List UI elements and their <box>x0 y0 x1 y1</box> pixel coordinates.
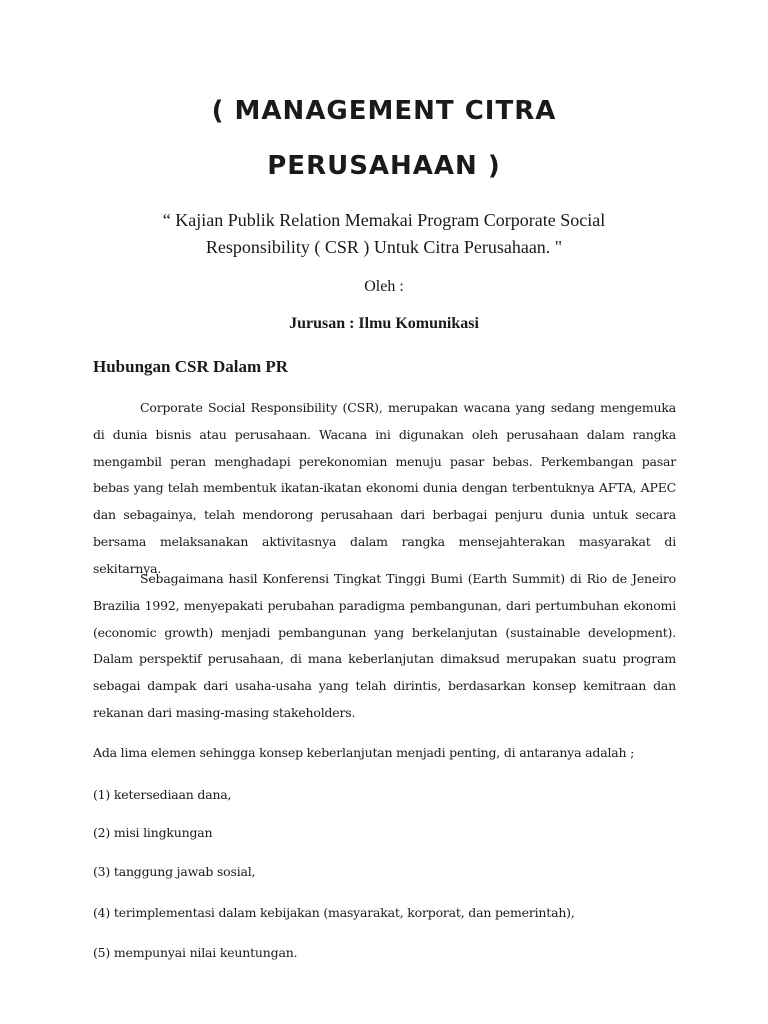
title-line-1: ( MANAGEMENT CITRA <box>211 96 557 126</box>
list-item: (1) ketersediaan dana, <box>93 787 232 802</box>
body-paragraph-1: Corporate Social Responsibility (CSR), merupakan wacana yang sedang mengemuka di dunia bisnis atau perusahaan. Wacana ini digunakan oleh perusahaan dalam rangka mengambil peran menghadapi perekonomian menuju pasar bebas. Perkembangan pasar bebas yang telah membentuk ikatan-ikatan ekonomi dunia dengan terbentuknya AFTA, APEC dan sebagainya, telah mendorong perusahaan dari berbagai penjuru dunia untuk secara bersama melaksanakan aktivitasnya dalam rangka mensejahterakan masyarakat di sekitarnya. <box>93 400 676 576</box>
list-intro: Ada lima elemen sehingga konsep keberlanjutan menjadi penting, di antaranya adalah ; <box>93 745 635 760</box>
title-line-2: PERUSAHAAN ) <box>267 151 501 181</box>
subtitle-line-1: “ Kajian Publik Relation Memakai Program Corporate Social <box>162 210 606 230</box>
subtitle-line-2: Responsibility ( CSR ) Untuk Citra Perusahaan. " <box>205 237 563 257</box>
body-paragraph-2: Sebagaimana hasil Konferensi Tingkat Tinggi Bumi (Earth Summit) di Rio de Jeneiro Brazilia 1992, menyepakati perubahan paradigma pembangunan, dari pertumbuhan ekonomi (economic growth) menjadi pembangunan yang berkelanjutan (sustainable development). Dalam perspektif perusahaan, di mana keberlanjutan dimaksud merupakan suatu program sebagai dampak dari usaha-usaha yang telah dirintis, berdasarkan konsep kemitraan dan rekanan dari masing-masing stakeholders. <box>93 571 676 720</box>
list-item: (4) terimplementasi dalam kebijakan (masyarakat, korporat, dan pemerintah), <box>93 905 575 920</box>
list-item: (5) mempunyai nilai keuntungan. <box>93 945 298 960</box>
list-item: (3) tanggung jawab sosial, <box>93 864 256 879</box>
list-item: (2) misi lingkungan <box>93 825 213 840</box>
author-label: Oleh : <box>364 278 404 295</box>
section-heading: Hubungan CSR Dalam PR <box>93 357 289 376</box>
document-subtitle <box>140 207 628 261</box>
document-title <box>0 84 768 194</box>
department-label: Jurusan : Ilmu Komunikasi <box>289 315 479 332</box>
